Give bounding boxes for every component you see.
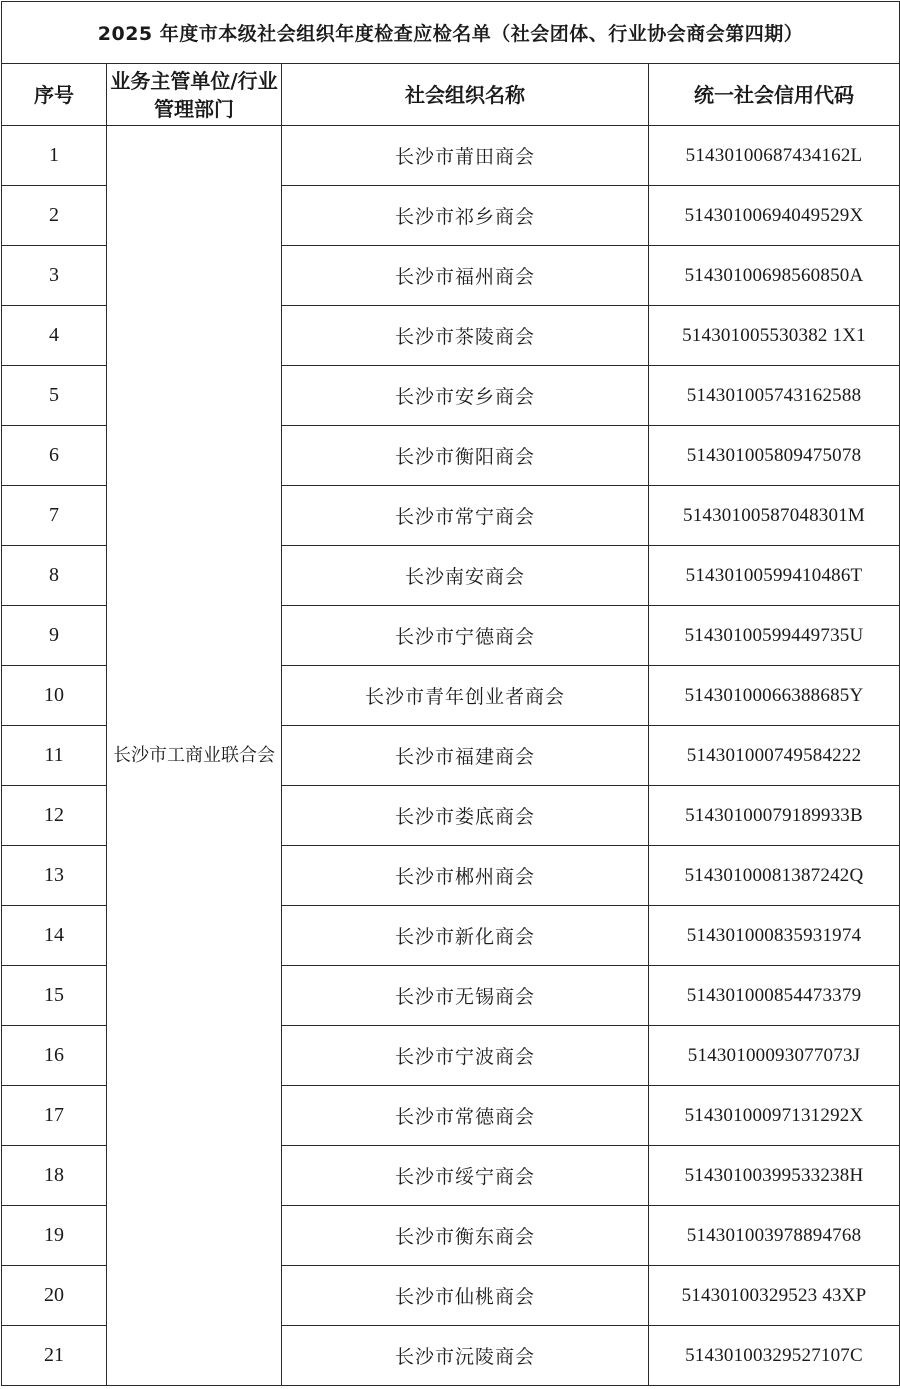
organization-name-cell: 长沙市安乡商会 [282,366,649,426]
credit-code-cell: 51430100399533238H [649,1146,900,1206]
serial-number-cell: 14 [2,906,107,966]
serial-number-cell: 16 [2,1026,107,1086]
credit-code-cell: 51430100694049529X [649,186,900,246]
serial-number-cell: 1 [2,126,107,186]
serial-number-cell: 12 [2,786,107,846]
table-title: 2025 年度市本级社会组织年度检查应检名单（社会团体、行业协会商会第四期） [2,2,900,64]
serial-number-cell: 11 [2,726,107,786]
serial-number-cell: 6 [2,426,107,486]
header-serial-number: 序号 [2,64,107,126]
serial-number-cell: 4 [2,306,107,366]
organization-name-cell: 长沙市沅陵商会 [282,1326,649,1386]
organization-name-cell: 长沙市娄底商会 [282,786,649,846]
credit-code-cell: 514301005809475078 [649,426,900,486]
credit-code-cell: 514301005530382 1X1 [649,306,900,366]
organization-name-cell: 长沙市仙桃商会 [282,1266,649,1326]
credit-code-cell: 514301000835931974 [649,906,900,966]
organization-name-cell: 长沙市常宁商会 [282,486,649,546]
serial-number-cell: 10 [2,666,107,726]
organization-name-cell: 长沙市祁乡商会 [282,186,649,246]
organization-name-cell: 长沙市莆田商会 [282,126,649,186]
organization-name-cell: 长沙市青年创业者商会 [282,666,649,726]
serial-number-cell: 5 [2,366,107,426]
credit-code-cell: 51430100599449735U [649,606,900,666]
organization-name-cell: 长沙市常德商会 [282,1086,649,1146]
credit-code-cell: 51430100329523 43XP [649,1266,900,1326]
table-row [2,126,900,186]
inspection-table [1,1,900,1386]
header-credit-code: 统一社会信用代码 [649,64,900,126]
credit-code-cell: 514301003978894768 [649,1206,900,1266]
credit-code-cell: 51430100687434162L [649,126,900,186]
credit-code-cell: 51430100599410486T [649,546,900,606]
organization-name-cell: 长沙市宁波商会 [282,1026,649,1086]
credit-code-cell: 51430100698560850A [649,246,900,306]
organization-name-cell: 长沙南安商会 [282,546,649,606]
serial-number-cell: 3 [2,246,107,306]
organization-name-cell: 长沙市福州商会 [282,246,649,306]
serial-number-cell: 2 [2,186,107,246]
serial-number-cell: 7 [2,486,107,546]
organization-name-cell: 长沙市郴州商会 [282,846,649,906]
organization-name-cell: 长沙市福建商会 [282,726,649,786]
header-supervising-department: 业务主管单位/行业管理部门 [107,64,282,126]
organization-name-cell: 长沙市绥宁商会 [282,1146,649,1206]
serial-number-cell: 8 [2,546,107,606]
serial-number-cell: 13 [2,846,107,906]
serial-number-cell: 18 [2,1146,107,1206]
credit-code-cell: 514301000749584222 [649,726,900,786]
organization-name-cell: 长沙市衡阳商会 [282,426,649,486]
credit-code-cell: 51430100093077073J [649,1026,900,1086]
supervising-department-cell: 长沙市工商业联合会 [107,126,282,1386]
serial-number-cell: 20 [2,1266,107,1326]
credit-code-cell: 51430100079189933B [649,786,900,846]
credit-code-cell: 51430100587048301M [649,486,900,546]
organization-name-cell: 长沙市新化商会 [282,906,649,966]
serial-number-cell: 9 [2,606,107,666]
header-organization-name: 社会组织名称 [282,64,649,126]
serial-number-cell: 17 [2,1086,107,1146]
header-row [2,64,900,126]
organization-name-cell: 长沙市无锡商会 [282,966,649,1026]
credit-code-cell: 51430100097131292X [649,1086,900,1146]
organization-name-cell: 长沙市宁德商会 [282,606,649,666]
credit-code-cell: 51430100081387242Q [649,846,900,906]
organization-name-cell: 长沙市衡东商会 [282,1206,649,1266]
credit-code-cell: 514301000854473379 [649,966,900,1026]
credit-code-cell: 51430100066388685Y [649,666,900,726]
serial-number-cell: 21 [2,1326,107,1386]
serial-number-cell: 15 [2,966,107,1026]
credit-code-cell: 514301005743162588 [649,366,900,426]
organization-name-cell: 长沙市茶陵商会 [282,306,649,366]
serial-number-cell: 19 [2,1206,107,1266]
credit-code-cell: 51430100329527107C [649,1326,900,1386]
